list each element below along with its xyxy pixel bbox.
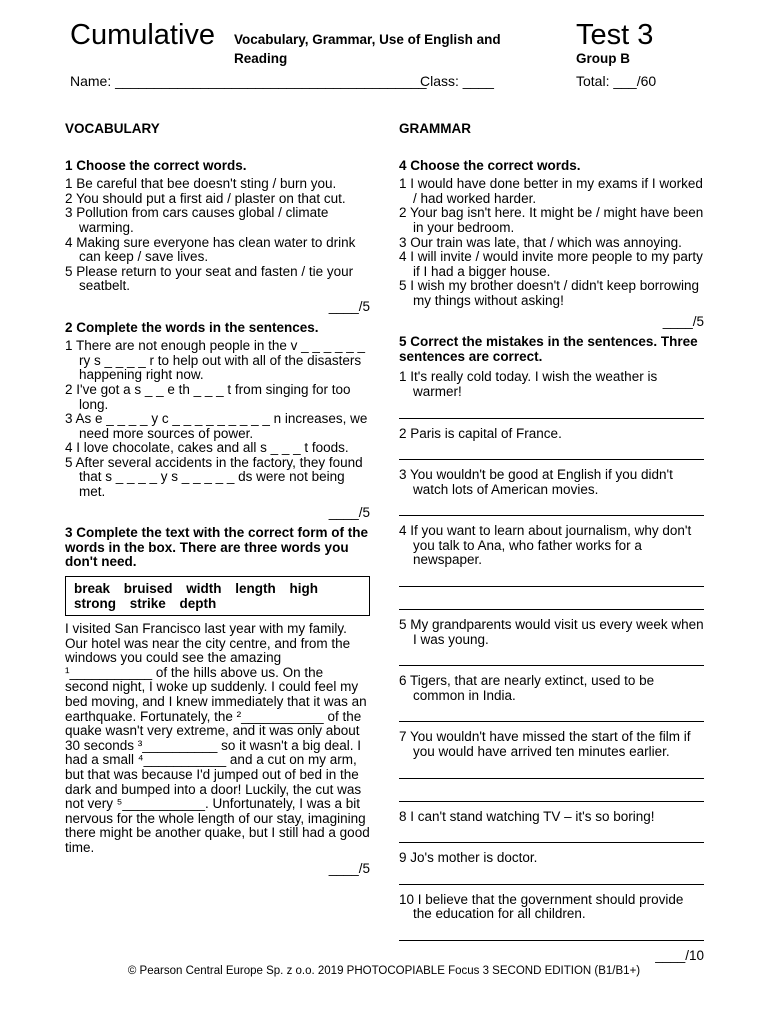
task1-item[interactable]: 4 Making sure everyone has clean water to drink can keep / save lives. (65, 234, 356, 265)
task5-item: 8 I can't stand watching TV – it's so boring! (399, 808, 655, 824)
task3-text[interactable]: I visited San Francisco last year with my family. Our hotel was near the city centre, and from the windows you could see the amazing ¹___________ of the hills above us. On the second night, I woke up suddenly. I could feel my bed moving, and I knew immediately that it was an earthquake. Fortunately, the ²___________ of the quake wasn't very extreme, and it was only about 30 seconds ³__________ so it wasn't a big deal. I had a small ⁴___________ and a cut on my arm, but that was because I'd jumped out of bed in the dark and bumped into a door! Luckily, the cut was not very ⁵___________. Unfortunately, I was a bit nervous for the whole length of our stay, imagining there might be another quake, but I still had a good time. (65, 621, 370, 855)
copyright-footer: © Pearson Central Europe Sp. z o.o. 2019 PHOTOCOPIABLE Focus 3 SECOND EDITION (B1/B1+) (127, 965, 641, 977)
task2-item[interactable]: 2 I've got a s _ _ e th _ _ _ t from singing for too long. (65, 381, 351, 412)
answer-line[interactable] (399, 404, 704, 419)
vocabulary-column (65, 122, 370, 876)
task5-item: 3 You wouldn't be good at English if you didn't watch lots of American movies. (399, 467, 673, 497)
answer-line[interactable] (399, 870, 704, 885)
task2-score: ____/5 (328, 504, 370, 520)
task1-item[interactable]: 1 Be careful that bee doesn't sting / burn you. (65, 176, 337, 192)
answer-line[interactable] (399, 445, 704, 460)
answer-line[interactable] (399, 501, 704, 516)
answer-line[interactable] (399, 707, 704, 722)
task5-item: 9 Jo's mother is doctor. (399, 850, 538, 866)
class-field[interactable]: Class: ____ (420, 73, 494, 89)
grammar-column (399, 122, 704, 964)
name-field[interactable]: Name: ________________________________________ (70, 73, 427, 89)
answer-line[interactable] (399, 828, 704, 843)
vocabulary-heading: VOCABULARY (65, 121, 160, 136)
word-box-line: break bruised width length high (74, 581, 319, 597)
task2-title: 2 Complete the words in the sentences. (65, 319, 319, 335)
word-box-line: strong strike depth (74, 596, 217, 612)
task5-item: 10 I believe that the government should provide the education for all children. (399, 891, 684, 922)
task1-item[interactable]: 3 Pollution from cars causes global / climate warming. (65, 205, 329, 235)
total-field: Total: ___/60 (576, 73, 657, 89)
task4-item[interactable]: 2 Your bag isn't here. It might be / might have been in your bedroom. (399, 205, 704, 235)
task2-item[interactable]: 1 There are not enough people in the v _ _ _ _ _ _ ry s _ _ _ _ r to help out with all of the disasters happening right now. (65, 338, 365, 383)
task2-item[interactable]: 5 After several accidents in the factory, they found that s _ _ _ _ y s _ _ _ _ _ ds were not being met. (65, 454, 363, 500)
grammar-heading: GRAMMAR (399, 121, 471, 136)
task1-item[interactable]: 5 Please return to your seat and fasten / tie your seatbelt. (65, 263, 354, 294)
task4-item[interactable]: 5 I wish my brother doesn't / didn't keep borrowing my things without asking! (399, 278, 700, 308)
task5-item: 6 Tigers, that are nearly extinct, used to be common in India. (399, 673, 655, 703)
answer-line[interactable] (399, 595, 704, 610)
task4-score: ____/5 (662, 313, 704, 329)
task2-item[interactable]: 3 As e _ _ _ _ y c _ _ _ _ _ _ _ _ _ n increases, we need more sources of power. (65, 411, 368, 441)
task5-item: 1 It's really cold today. I wish the weather is warmer! (399, 369, 658, 399)
task5-title: 5 Correct the mistakes in the sentences. Three sentences are correct. (399, 334, 698, 364)
task5-item: 5 My grandparents would visit us every week when I was young. (399, 617, 704, 647)
task5-score: ____/10 (655, 948, 704, 963)
task5-item: 7 You wouldn't have missed the start of the film if you would have arrived ten minutes earlier. (399, 729, 691, 760)
task4-item[interactable]: 3 Our train was late, that / which was annoying. (399, 234, 682, 250)
task4-item[interactable]: 1 I would have done better in my exams if I worked / had worked harder. (399, 176, 703, 206)
group-label: Group B (576, 51, 630, 66)
task1-item[interactable]: 2 You should put a first aid / plaster on that cut. (65, 190, 346, 206)
task4-title: 4 Choose the correct words. (399, 157, 581, 173)
task5-item: 2 Paris is capital of France. (399, 425, 562, 441)
task1-score: ____/5 (328, 298, 370, 314)
task2-item[interactable]: 4 I love chocolate, cakes and all s _ _ _ t foods. (65, 440, 349, 456)
answer-line[interactable] (399, 572, 704, 587)
answer-line[interactable] (399, 787, 704, 802)
task4-item[interactable]: 4 I will invite / would invite more people to my party if I had a bigger house. (399, 249, 703, 279)
worksheet-title: Cumulative (70, 19, 216, 51)
word-box (65, 576, 370, 616)
answer-line[interactable] (399, 651, 704, 666)
answer-line[interactable] (399, 764, 704, 779)
task5-item: 4 If you want to learn about journalism, why don't you talk to Ana, who father works for a newspaper. (399, 523, 692, 568)
test-number: Test 3 (576, 19, 654, 51)
answer-line[interactable] (399, 926, 704, 941)
task1-title: 1 Choose the correct words. (65, 157, 247, 173)
worksheet-subtitle: Vocabulary, Grammar, Use of English and Reading (234, 32, 501, 66)
task3-score: ____/5 (328, 860, 370, 876)
task3-title: 3 Complete the text with the correct form of the words in the box. There are three words you don't need. (65, 525, 369, 570)
